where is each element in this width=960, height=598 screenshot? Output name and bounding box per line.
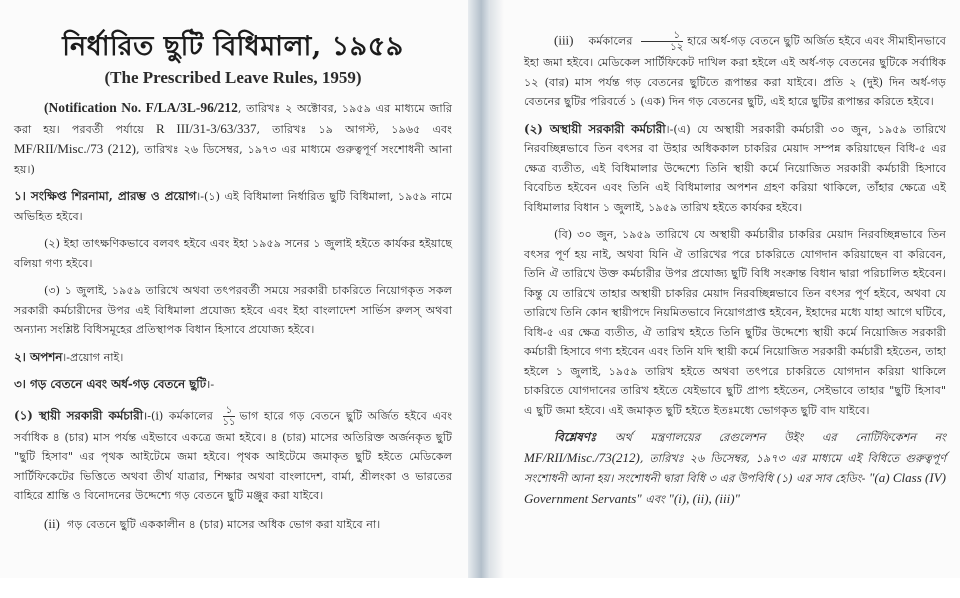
analysis-note: বিশ্লেষণঃ অর্থ মন্ত্রণালয়ের রেগুলেশন উইং এর নোটিফিকেশন নং MF/RII/Misc./73(212), তারিখঃ ২৬ ডিসেম্বর, ১৯৭৩ এর মাধ্যমে এই বিধিতে গুরুত্বপূর্ণ সংশোধনী আনা হয়। সংশোধনী দ্বারা বিধি ৩ এর উপবিধি (১) এর সাব হেডিং- "(a) Class (IV) Government Servants" এবং "(i), (ii), (iii)" xyxy=(524,430,947,506)
fraction-1-11: $\frac{১}{১১}$ xyxy=(222,404,236,428)
permanent-employee-item-iii: (iii) কর্মকালের $\frac{১}{১২}$ হারে অর্ধ-গড় বেতনে ছুটি অর্জিত হইবে এবং সীমাহীনভাবে ইহা জমা হইবে। মেডিকেল সার্টিফিকেট দাখিল করা হইলে এই অর্ধ-গড় বেতনের ছুটিকে সর্বাধিক ১২ (বার) মাস পর্যন্ত গড় বেতনের ছুটিতে রূপান্তর করা যাইবে। প্রতি ২ (দুই) দিন অর্ধ-গড় বেতনের ছুটির পরিবর্তে ১ (এক) দিন গড় বেতনের ছুটি, এই হারে ছুটির রূপান্তর করিতে হইবে। xyxy=(524,30,947,108)
fraction-1-12: $\frac{১}{১২}$ xyxy=(640,30,683,53)
notification-ref-3: MF/RII/Misc./73 (212) xyxy=(14,141,136,156)
analysis-label: বিশ্লেষণঃ xyxy=(554,430,597,444)
document-subtitle: (The Prescribed Leave Rules, 1959) xyxy=(104,68,362,87)
temporary-employee-heading: (২) অস্থায়ী সরকারী কর্মচারী xyxy=(524,121,666,136)
section-2-heading: ২। অপশন xyxy=(14,349,63,364)
section-3: ৩। গড় বেতনে এবং অর্ধ-গড় বেতনে ছুটি।- xyxy=(14,377,215,391)
section-2: ২। অপশন।-প্রয়োগ নাই। xyxy=(14,349,124,364)
section-1-clause-3: (৩) ১ জুলাই, ১৯৫৯ তারিখে অথবা তৎপরবর্তী সময়ে সরকারী চাকরিতে নিয়োগকৃত সকল সরকারী কর্মচারীদের উপর এই বিধিমালা প্রযোজ্য হইবে এবং ইহা বাংলাদেশ সার্ভিস রুলস্ অথবা অন্যান্য সংশ্লিষ্ট বিধিসমূহের প্রতিস্থাপক বিধান হিসাবে প্রযোজ্য হইবে। xyxy=(14,284,452,336)
notification-ref-2: R III/31-3/63/337 xyxy=(155,120,257,136)
temporary-employee-clause-a: (২) অস্থায়ী সরকারী কর্মচারী।-(এ) যে অস্থায়ী সরকারী কর্মচারী ৩০ জুন, ১৯৫৯ তারিখে নিরবচ্ছিন্নভাবে তিন বৎসর বা উহার অধিককাল চাকরির মেয়াদ সম্পন্ন করিয়াছেন বিধি-৫ এর ক্ষেত্র ব্যতীত, এই বিধিমালার উদ্দেশ্যে তিনি স্থায়ী কর্মে নিয়োজিত সরকারী কর্মচারী হিসাবে বিবেচিত হইবেন এবং তিনি এই বিধিমালার অপশন গ্রহণ করিয়া থাকিলে, তাঁহার ক্ষেত্রে এই বিধিমালার বিধান ১ জুলাই, ১৯৫৯ তারিখ হইতে কার্যকর হইবে। xyxy=(524,121,946,214)
notification-number: (Notification No. F/LA/3L-96/212 xyxy=(44,100,238,115)
document-title: নির্ধারিত ছুটি বিধিমালা, ১৯৫৯ xyxy=(62,31,404,62)
section-1-clause-2: (২) ইহা তাৎক্ষণিকভাবে বলবৎ হইবে এবং ইহা ১৯৫৯ সনের ১ জুলাই হইতে কার্যকর হইয়াছে বলিয়া গণ্য হইবে। xyxy=(14,237,452,270)
right-page xyxy=(470,0,960,578)
section-3-heading: ৩। গড় বেতনে এবং অর্ধ-গড় বেতনে ছুটি xyxy=(14,377,207,391)
permanent-employee-clause: (১) স্থায়ী সরকারী কর্মচারী।-(i) কর্মকালের $\frac{১}{১১}$ ভাগ হারে গড় বেতনে ছুটি অর্জিত হইবে এবং সর্বাধিক ৪ (চার) মাস পর্যন্ত এইভাবে একত্রে জমা হইবে। ৪ (চার) মাসের অতিরিক্ত অর্জনকৃত ছুটি "ছুটি হিসাব" এর পৃথক আইটেমে জমা হইবে। পৃথক আইটেমে জমাকৃত ছুটি হইতে মেডিকেল সার্টিফিকেটের ভিত্তিতে অথবা তীর্থ যাত্রার, শিক্ষার অথবা বাংলাদেশ, বার্মা, শ্রীলংকা ও ভারতের বাহিরে শ্রান্তি ও বিনোদনের উদ্দেশ্যে গড় বেতনে ছুটি মঞ্জুর করা যাইবে। xyxy=(14,404,453,502)
temporary-employee-clause-b: (বি) ৩০ জুন, ১৯৫৯ তারিখে যে অস্থায়ী কর্মচারীর চাকরির মেয়াদ নিরবচ্ছিন্নভাবে তিন বৎসর পূর্ণ হয় নাই, অথবা যিনি ঐ তারিখের পরে চাকরিতে যোগদান করিয়াছেন বা করিবেন, তিনি ঐ তারিখে উক্ত কর্মচারীর উপর প্রযোজ্য ছুটি বিধি সংক্রান্ত বিধান দ্বারা পরিচালিত হইবেন। কিন্তু যে তারিখে তাহার অস্থায়ী চাকরির মেয়াদ নিরবচ্ছিন্নভাবে তিন বৎসর পূর্ণ হইবে, অথবা যে তারিখে তিনি কোন স্থায়ীপদে নিয়মিতভাবে নিয়োগপ্রাপ্ত হইবেন, ইহাদের মধ্যে যাহা আগে ঘটিবে, বিধি-৫ এর ক্ষেত্র ব্যতীত, ঐ তারিখ হইতে তিনি ছুটির উদ্দেশ্যে স্থায়ী কর্মে নিয়োজিত সরকারী কর্মচারী হিসাবে গণ্য হইবেন এবং তিনি যদি স্থায়ী কর্মে নিয়োজিত সরকারী কর্মচারী হইতেন, তাহা হইলে ১ জুলাই, ১৯৫৯ তারিখ হইতে অথবা তৎপরে চাকরিতে যোগদান করিয়া থাকিলে চাকরিতে যোগদানের তারিখ হইতে যেইভাবে ছুটি প্রাপ্য হইতেন, সেইভাবে তাহার "ছুটি হিসাব" এ ছুটি জমা হইবে। এই জমাকৃত ছুটি হইতে ইতঃমধ্যে ভোগকৃত ছুটি বাদ যাইবে। xyxy=(524,228,946,417)
left-page xyxy=(0,0,470,578)
notification-paragraph: (Notification No. F/LA/3L-96/212, তারিখঃ ২ অক্টোবর, ১৯৫৯ এর মাধ্যমে জারি করা হয়। পরবর্তী পর্যায়ে R III/31-3/63/337, তারিখঃ ১৯ আগস্ট, ১৯৬৫ এবং MF/RII/Misc./73 (212), তারিখঃ ২৬ ডিসেম্বর, ১৯৭৩ এর মাধ্যমে গুরুত্বপূর্ণ সংশোধনী আনা হয়।) xyxy=(14,100,452,176)
section-1-clause-1: ১। সংক্ষিপ্ত শিরনামা, প্রারম্ভ ও প্রয়োগ।-(১) এই বিধিমালা নির্ধারিত ছুটি বিধিমালা, ১৯৫৯ নামে অভিহিত হইবে। xyxy=(14,189,452,223)
permanent-employee-item-ii: (ii) গড় বেতনে ছুটি এককালীন ৪ (চার) মাসের অধিক ভোগ করা যাইবে না। xyxy=(44,515,381,531)
section-1-heading: ১। সংক্ষিপ্ত শিরনামা, প্রারম্ভ ও প্রয়োগ xyxy=(14,189,197,203)
permanent-employee-heading: (১) স্থায়ী সরকারী কর্মচারী xyxy=(14,408,143,422)
